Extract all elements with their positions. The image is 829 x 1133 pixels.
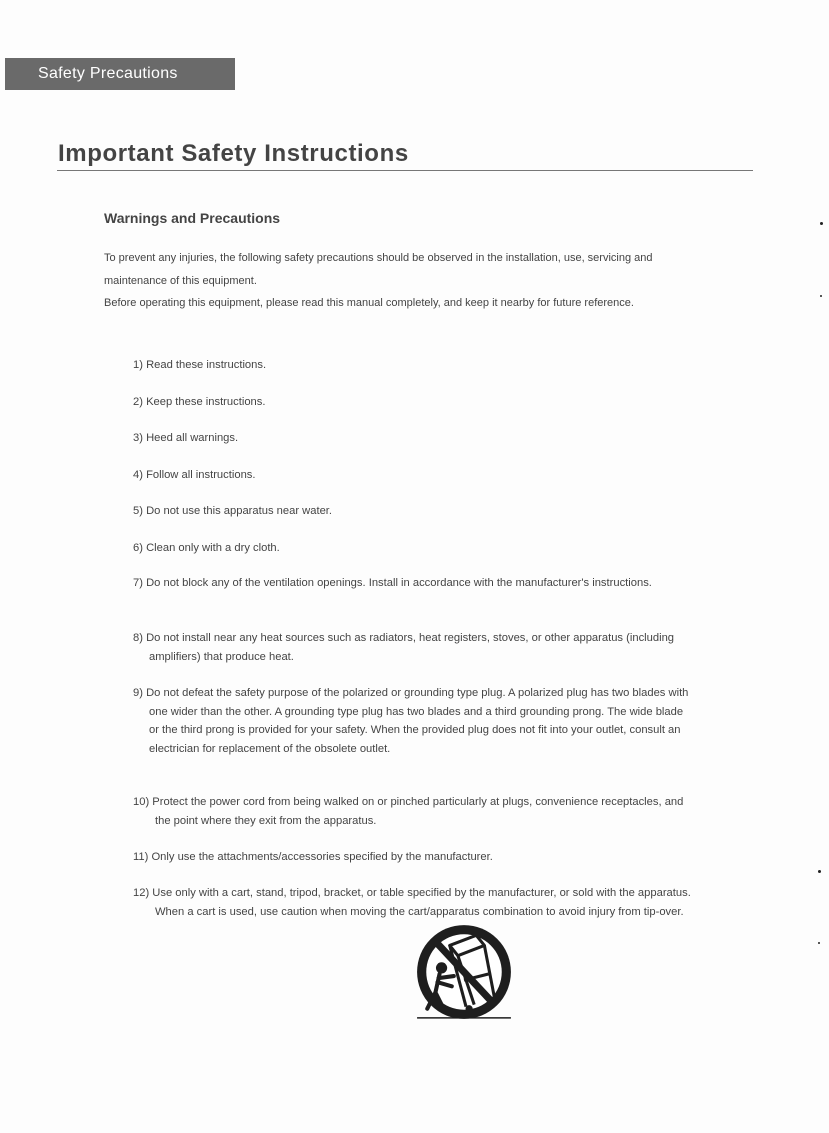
section-tab: Safety Precautions	[5, 58, 235, 90]
item-text: Heed all warnings.	[146, 432, 239, 444]
item-number: 9)	[133, 687, 143, 699]
intro-paragraph: To prevent any injuries, the following safety precautions should be observed in the installation, use, servicing and maintenance of this equipment.	[104, 252, 653, 287]
scan-speck	[820, 222, 823, 225]
item-number: 8)	[133, 632, 143, 644]
scan-speck	[818, 870, 821, 873]
scan-speck	[820, 295, 822, 297]
intro-paragraph: Before operating this equipment, please read this manual completely, and keep it nearby for future reference.	[104, 297, 634, 309]
list-item	[133, 848, 678, 867]
item-text: Read these instructions.	[146, 359, 267, 371]
item-text: Keep these instructions.	[146, 396, 266, 408]
list-item	[133, 466, 678, 485]
list-item	[133, 793, 700, 830]
item-number: 3)	[133, 432, 143, 444]
item-number: 5)	[133, 505, 143, 517]
item-number: 11)	[133, 851, 149, 863]
cart-tip-over-warning-icon	[413, 921, 515, 1023]
item-number: 1)	[133, 359, 143, 371]
item-text: Follow all instructions.	[146, 469, 256, 481]
list-item	[133, 684, 694, 758]
item-text: Only use the attachments/accessories specified by the manufacturer.	[151, 851, 493, 863]
list-item	[133, 884, 700, 921]
item-number: 2)	[133, 396, 143, 408]
item-text: Do not block any of the ventilation openings. Install in accordance with the manufacturer's instructions.	[146, 577, 652, 589]
list-item	[133, 393, 678, 412]
item-number: 10)	[133, 796, 150, 808]
subheading: Warnings and Precautions	[104, 210, 281, 226]
item-number: 6)	[133, 542, 143, 554]
item-text: Clean only with a dry cloth.	[146, 542, 280, 554]
list-item	[133, 356, 678, 375]
scan-speck	[818, 942, 820, 944]
list-item	[133, 502, 678, 521]
item-text: Do not defeat the safety purpose of the polarized or grounding type plug. A polarized plug has two blades with one wider than the other. A grounding type plug has two blades and a third grounding prong. The wide blade or the third prong is provided for your safety. When the provided plug does not fit into your outlet, consult an electrician for replacement of the obsolete outlet.	[146, 687, 689, 755]
item-number: 7)	[133, 577, 143, 589]
intro-text	[104, 247, 694, 315]
item-text: Use only with a cart, stand, tripod, bracket, or table specified by the manufacturer, or sold with the apparatus. When a cart is used, use caution when moving the cart/apparatus combination to avoid injury from tip-over.	[152, 887, 691, 918]
item-number: 12)	[133, 887, 150, 899]
list-item	[133, 429, 678, 448]
list-item	[133, 539, 678, 558]
list-item	[133, 629, 694, 666]
page-title: Important Safety Instructions	[58, 140, 409, 167]
item-text: Protect the power cord from being walked on or pinched particularly at plugs, convenience receptacles, and the point where they exit from the apparatus.	[152, 796, 684, 827]
item-number: 4)	[133, 469, 143, 481]
title-underline	[57, 170, 753, 171]
item-text: Do not use this apparatus near water.	[146, 505, 333, 517]
list-item	[133, 574, 694, 593]
item-text: Do not install near any heat sources such as radiators, heat registers, stoves, or other apparatus (including amplifiers) that produce heat.	[146, 632, 675, 663]
